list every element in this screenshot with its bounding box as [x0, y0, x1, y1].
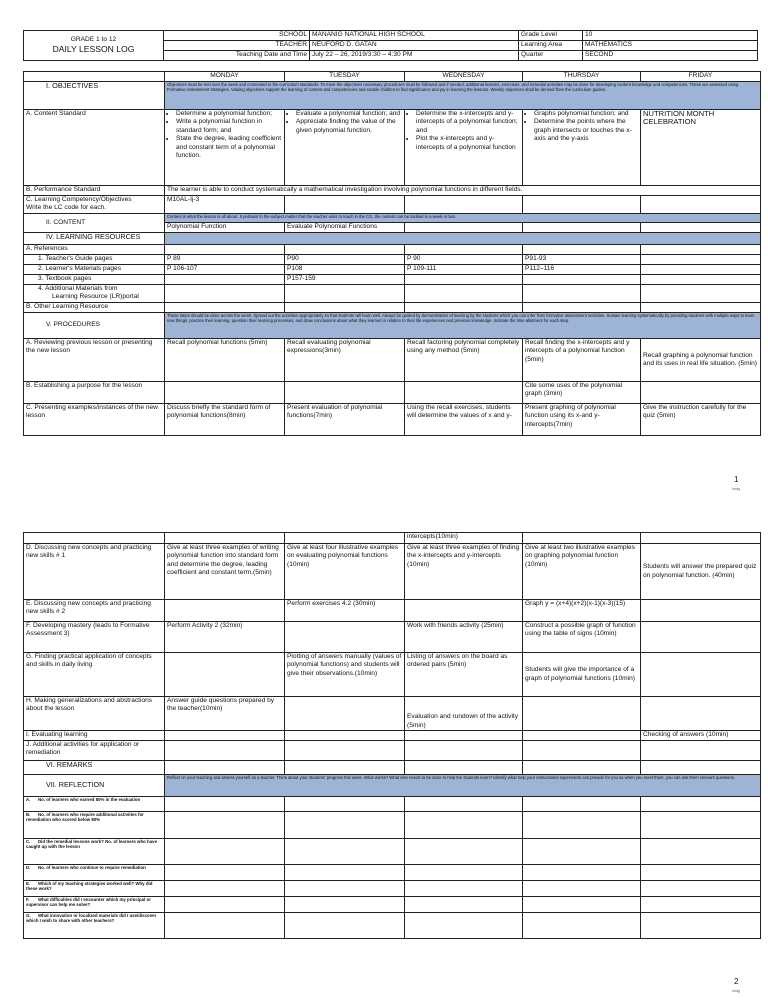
proc-b-label: B. Establishing a purpose for the lesson	[24, 382, 165, 404]
proc-j-friday	[641, 741, 761, 761]
quarter-label: Quarter	[519, 51, 583, 61]
proc-i-monday	[165, 731, 285, 741]
proc-b-wednesday	[405, 382, 523, 404]
proc-g-monday	[165, 653, 285, 697]
lm-monday: P 106-107	[165, 265, 285, 275]
content-standard-friday: NUTRITION MONTH CELEBRATION	[641, 110, 761, 186]
proc-a-tuesday: Recall evaluating polynomial expressions(3min)	[285, 339, 405, 382]
performance-standard-text: The learner is able to conduct systematically a mathematical investigation involving polynomial functions in different fields.	[165, 186, 761, 196]
proc-h-wednesday: Evaluation and rundown of the activity (5min)	[405, 697, 523, 731]
proc-j-monday	[165, 741, 285, 761]
proc-g-tuesday: Plotting of answers manually (values of polynomial functions) and students will give their observations.(10min)	[285, 653, 405, 697]
proc-b-friday	[641, 382, 761, 404]
competency-code: M10AL-Ij-3	[165, 196, 285, 214]
content-tuesday: Evaluate Polynomial Functions	[285, 223, 405, 233]
proc-h-thursday	[523, 697, 641, 731]
additional-materials-label: 4. Additional Materials from Learning Resource (LR)portal	[24, 285, 165, 303]
proc-g-friday	[641, 653, 761, 697]
content-standard-wednesday	[405, 110, 523, 186]
tg-wednesday: P 90	[405, 255, 523, 265]
reflection-item-c: C. Did the remedial lessons work? No. of learners who have caught up with the lesson	[24, 839, 165, 865]
reflection-item-g: G. What innovation or localized materials did I use/discover which I wish to share with other teachers?	[24, 913, 165, 939]
list-item: • Appreciate finding the value of the given polynomial function.	[296, 118, 402, 135]
proc-g-thursday: Students will give the importance of a graph of polynomial functions (10min)	[523, 653, 641, 697]
proc-f-label: F. Developing mastery (leads to Formative Assessment 3)	[24, 622, 165, 653]
teacher-label: TEACHER	[164, 41, 310, 51]
list-item: • Determine a polynomial function;	[176, 110, 282, 118]
proc-e-monday	[165, 600, 285, 622]
tg-tuesday: P90	[285, 255, 405, 265]
competency-label	[24, 196, 165, 214]
page-footer-1: /ndg	[732, 486, 740, 491]
page-number-1: 1	[734, 475, 739, 484]
proc-d-label: D. Discussing new concepts and practicing new skills # 1	[24, 544, 165, 600]
cont-wednesday: intercepts(10min)	[405, 533, 523, 544]
proc-h-tuesday	[285, 697, 405, 731]
proc-e-thursday: Graph y = (x+4)(x+2)(x-1)(x-3)(15)	[523, 600, 641, 622]
content-monday: Polynomial Function	[165, 223, 285, 233]
list-item: • Determine the points where the graph intersects or touches the x-axis and the y-axis	[534, 118, 638, 143]
proc-c-label: C. Presenting examples/instances of the new lesson	[24, 404, 165, 436]
title-cell	[24, 31, 164, 61]
tb-tuesday: P157-159	[285, 275, 405, 285]
proc-i-tuesday	[285, 731, 405, 741]
proc-f-friday	[641, 622, 761, 653]
references-label: A. References	[24, 245, 165, 255]
other-resources-label: B. Other Learning Resource	[24, 303, 165, 313]
proc-f-thursday: Construct a possible graph of function using the table of signs (10min)	[523, 622, 641, 653]
proc-h-monday: Answer guide questions prepared by the teacher(10min)	[165, 697, 285, 731]
page-2	[23, 532, 760, 939]
proc-e-label: E. Discussing new concepts and practicing new skills # 2	[24, 600, 165, 622]
procedures-instructions: These steps should be done across the week. Spread out the activities appropriately so that students will learn well. Always be guided by demonstration of learning by the students which you can infer from formative assessment activities. Sustain learning systematically by providing students with multiple ways to learn new things, practice their learning, question their learning processes, and draw conclusions about what they learned in relation to their life experiences and previous knowledge. Indicate the time allotment for each step.	[165, 313, 761, 339]
grade-level-label: Grade Level	[519, 31, 583, 41]
content-standard-tuesday	[285, 110, 405, 186]
tg-monday: P 89	[165, 255, 285, 265]
list-item: • Graphs polynomial function; and	[534, 110, 638, 118]
competency-title: C. Learning Competency/Objectives	[26, 196, 132, 203]
grade-level-value: 10	[583, 31, 758, 41]
proc-d-tuesday: Give at least four illustrative examples on evaluating polynomial functions (10min)	[285, 544, 405, 600]
proc-c-thursday: Present graphing of polynomial function using its x-and y-intercepts(7min)	[523, 404, 641, 436]
proc-d-monday: Give at least three examples of writing polynomial function into standard form and determine the degree, leading coefficient and constant term.(5min)	[165, 544, 285, 600]
proc-j-thursday	[523, 741, 641, 761]
area-value: MATHEMATICS	[583, 41, 758, 51]
area-label: Learning Area	[519, 41, 583, 51]
lesson-table-page-2	[23, 532, 761, 939]
day-thursday: THURSDAY	[523, 72, 641, 82]
proc-i-label: I. Evaluating learning	[24, 731, 165, 741]
proc-a-thursday: Recall finding the x-intercepts and y intercepts of a polynomial function (5min)	[523, 339, 641, 382]
proc-b-monday	[165, 382, 285, 404]
date-label: Teaching Date and Time	[164, 51, 310, 61]
proc-a-label: A. Reviewing previous lesson or presenting the new lesson	[24, 339, 165, 382]
page-footer-2: /ndg	[732, 988, 740, 993]
proc-g-wednesday: Listing of answers on the board as ordered pairs (5min)	[405, 653, 523, 697]
proc-j-label: J. Additional activities for application or remediation	[24, 741, 165, 761]
proc-j-tuesday	[285, 741, 405, 761]
day-tuesday: TUESDAY	[285, 72, 405, 82]
list-item: • Plot the x-intercepts and y-intercepts of a polynomial function	[416, 135, 520, 152]
proc-c-wednesday: Using the recall exercises, students will determine the values of x and y-	[405, 404, 523, 436]
reflection-item-e: E. Which of my teaching strategies worked well? Why did these work?	[24, 881, 165, 897]
date-value: July 22 – 26, 2019/3:30 – 4:30 PM	[310, 51, 519, 61]
content-standard-monday	[165, 110, 285, 186]
competency-subtitle: Write the LC code for each.	[26, 204, 107, 212]
proc-c-tuesday: Present evaluation of polynomial functions(7min)	[285, 404, 405, 436]
proc-h-label: H. Making generalizations and abstractions about the lesson	[24, 697, 165, 731]
proc-f-wednesday: Work with friends activity (25min)	[405, 622, 523, 653]
day-wednesday: WEDNESDAY	[405, 72, 523, 82]
proc-e-wednesday	[405, 600, 523, 622]
proc-a-wednesday: Recall factoring polynomial completely using any method (5min)	[405, 339, 523, 382]
proc-f-monday: Perform Activity 2 (32min)	[165, 622, 285, 653]
list-item: • Determine the x-intercepts and y-intercepts of a polynomial function; and	[416, 110, 520, 135]
list-item: • State the degree, leading coefficient and constant term of a polynomial function.	[176, 135, 282, 160]
lesson-table-page-1	[23, 71, 761, 436]
lm-tuesday: P108	[285, 265, 405, 275]
objectives-label: I. OBJECTIVES	[24, 82, 165, 110]
page-1	[23, 30, 760, 436]
reflection-item-f: F. What difficulties did I encounter which my principal or supervisor can help me solve?	[24, 897, 165, 913]
reflection-item-d: D. No. of learners who continue to require remediation	[24, 865, 165, 881]
proc-d-thursday: Give at least two illustrative examples on graphing polynomial function (10min)	[523, 544, 641, 600]
tg-thursday: P91-93	[523, 255, 641, 265]
teacher-value: NEUFORD D. GATAN	[310, 41, 519, 51]
school-value: MANANIG NATIONAL HIGH SCHOOL	[310, 31, 519, 41]
proc-h-friday	[641, 697, 761, 731]
proc-j-wednesday	[405, 741, 523, 761]
learning-resources-label: IV. LEARNING RESOURCES	[24, 233, 165, 245]
lm-thursday: P112–116	[523, 265, 641, 275]
proc-i-thursday	[523, 731, 641, 741]
procedures-label: V. PROCEDURES	[24, 313, 165, 339]
content-label: II. CONTENT	[24, 214, 165, 233]
reflection-label: VII. REFLECTION	[24, 775, 165, 797]
school-label: SCHOOL	[164, 31, 310, 41]
proc-e-friday	[641, 600, 761, 622]
proc-c-friday: Give the instruction carefully for the quiz (5min)	[641, 404, 761, 436]
proc-b-thursday: Cite some uses of the polynomial graph (3min)	[523, 382, 641, 404]
proc-d-wednesday: Give at least three examples of finding the x-intercepts and y-intercepts (10min)	[405, 544, 523, 600]
content-standard-thursday	[523, 110, 641, 186]
reflection-instructions: Reflect on your teaching and assess yourself as a teacher. Think about your students' progress this week. What works? What else needs to be done to help the students learn? Identify what help your instructional supervisors can provide for you so when you meet them, you can ask them relevant questions.	[165, 775, 761, 797]
content-standard-label: A. Content Standard	[24, 110, 165, 186]
reflection-item-a: A. No. of learners who earned 80% in the evaluation	[24, 797, 165, 812]
page-title: DAILY LESSON LOG	[52, 44, 135, 54]
proc-i-friday: Checking of answers (10min)	[641, 731, 761, 741]
proc-g-label: G. Finding practical application of concepts and skills in daily living	[24, 653, 165, 697]
lm-wednesday: P 109-111	[405, 265, 523, 275]
list-item: • Evaluate a polynomial function; and	[296, 110, 402, 118]
reflection-item-b: B. No. of learners who require additional activities for remediation who scored below 80%	[24, 812, 165, 839]
proc-f-tuesday	[285, 622, 405, 653]
teachers-guide-label: 1. Teacher's Guide pages	[24, 255, 165, 265]
header-table	[23, 30, 758, 61]
proc-a-friday: Recall graphing a polynomial function and its uses in real life situation. (5min)	[641, 339, 761, 382]
day-monday: MONDAY	[165, 72, 285, 82]
proc-b-tuesday	[285, 382, 405, 404]
page-number-2: 2	[734, 977, 739, 986]
day-friday: FRIDAY	[641, 72, 761, 82]
quarter-value: SECOND	[583, 51, 758, 61]
content-instructions: Content is what the lesson is all about. It pertains to the subject matter that the teacher aims to teach in the CG, the content can be tackled in a week or two.	[165, 214, 761, 223]
proc-e-tuesday: Perform exercises 4.2 (30min)	[285, 600, 405, 622]
proc-d-friday: Students will answer the prepared quiz on polynomial function. (40min)	[641, 544, 761, 600]
list-item: • Write a polynomial function in standard form; and	[176, 118, 282, 135]
proc-i-wednesday	[405, 731, 523, 741]
remarks-label: VI. REMARKS	[24, 761, 165, 775]
proc-a-monday: Recall polynomial functions (5min)	[165, 339, 285, 382]
performance-standard-label: B. Performance Standard	[24, 186, 165, 196]
objectives-instructions: Objectives must be met over the week and connected to the curriculum standards. To meet the objectives necessary procedures must be followed and if needed, additional lessons, exercises, and remedial activities may be done for developing content knowledge and competencies. These are assessed using Formative Assessment strategies. Valuing objectives support the learning of content and competencies and enable children to find significance and joy in learning the lessons. Weekly objectives shall be derived from the curriculum guides.	[165, 82, 761, 110]
grade-range: GRADE 1 to 12	[70, 36, 117, 43]
learners-materials-label: 2. Learner's Materials pages	[24, 265, 165, 275]
textbook-label: 3. Textbook pages	[24, 275, 165, 285]
proc-c-monday: Discuss briefly the standard form of polynomial functions(8min)	[165, 404, 285, 436]
